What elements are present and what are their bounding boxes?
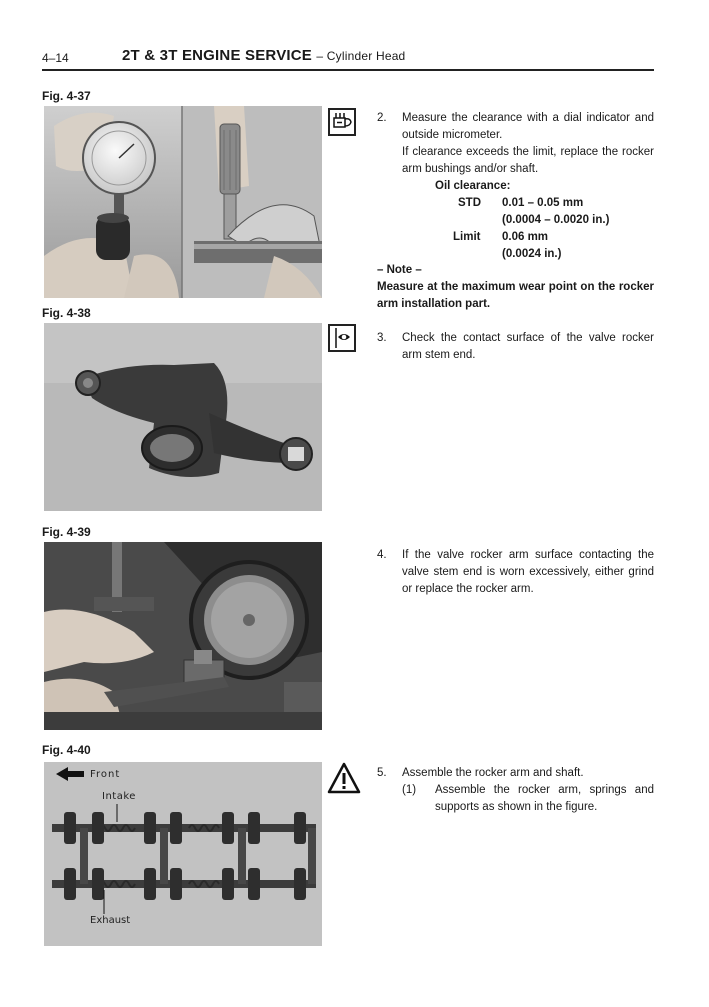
fig-label-4-38: Fig. 4-38 (42, 306, 91, 320)
std-label: STD (458, 197, 481, 209)
std-value-in: (0.0004 – 0.0020 in.) (502, 214, 610, 226)
limit-value: 0.06 mm (502, 231, 549, 243)
step-5-text: Assemble the rocker arm and shaft. (402, 767, 584, 779)
note-title: – Note – (377, 264, 422, 276)
photo-rocker-assembly (44, 762, 322, 946)
step-4-number: 4. (377, 549, 387, 561)
header-rule (42, 69, 654, 71)
step-2 (377, 110, 657, 270)
photo-dial-indicator-micrometer (44, 106, 322, 298)
step-2-number: 2. (377, 112, 387, 124)
section-title: 2T & 3T ENGINE SERVICE (122, 47, 313, 64)
measure-icon (328, 108, 356, 136)
step-5-sub-number: (1) (402, 784, 417, 796)
note-text: Measure at the maximum wear point on the rocker arm installation part. (377, 281, 654, 310)
photo-grinding-rocker-arm (44, 542, 322, 730)
callout-exhaust: Exhaust (90, 915, 131, 926)
page-title (122, 47, 405, 64)
callout-intake: Intake (102, 791, 136, 802)
photo-rocker-arm (44, 323, 322, 511)
fig-label-4-40: Fig. 4-40 (42, 743, 91, 757)
limit-value-in: (0.0024 in.) (502, 248, 562, 260)
section-subtitle: – Cylinder Head (316, 49, 406, 63)
step-5-number: 5. (377, 767, 387, 779)
step-4-text: If the valve rocker arm surface contacting the valve stem end is worn excessively, either grind or replace the rocker arm. (402, 549, 654, 595)
callout-front: Front (90, 769, 121, 780)
caution-icon (327, 762, 361, 794)
fig-label-4-39: Fig. 4-39 (42, 525, 91, 539)
inspect-icon (328, 324, 356, 352)
step-5 (377, 765, 657, 825)
step-2-text-2: If clearance exceeds the limit, replace the rocker arm bushings and/or shaft. (402, 146, 654, 175)
step-5-sub-text: Assemble the rocker arm, springs and supports as shown in the figure. (435, 784, 654, 813)
step-3-number: 3. (377, 332, 387, 344)
page-number: 4–14 (42, 51, 69, 65)
step-2-text: Measure the clearance with a dial indicator and outside micrometer. (402, 112, 654, 141)
fig-label-4-37: Fig. 4-37 (42, 89, 91, 103)
oil-clearance-title: Oil clearance: (435, 180, 511, 192)
step-3-text: Check the contact surface of the valve rocker arm stem end. (402, 332, 654, 361)
step-4 (377, 547, 657, 607)
step-3 (377, 330, 657, 370)
std-value: 0.01 – 0.05 mm (502, 197, 584, 209)
limit-label: Limit (453, 231, 481, 243)
